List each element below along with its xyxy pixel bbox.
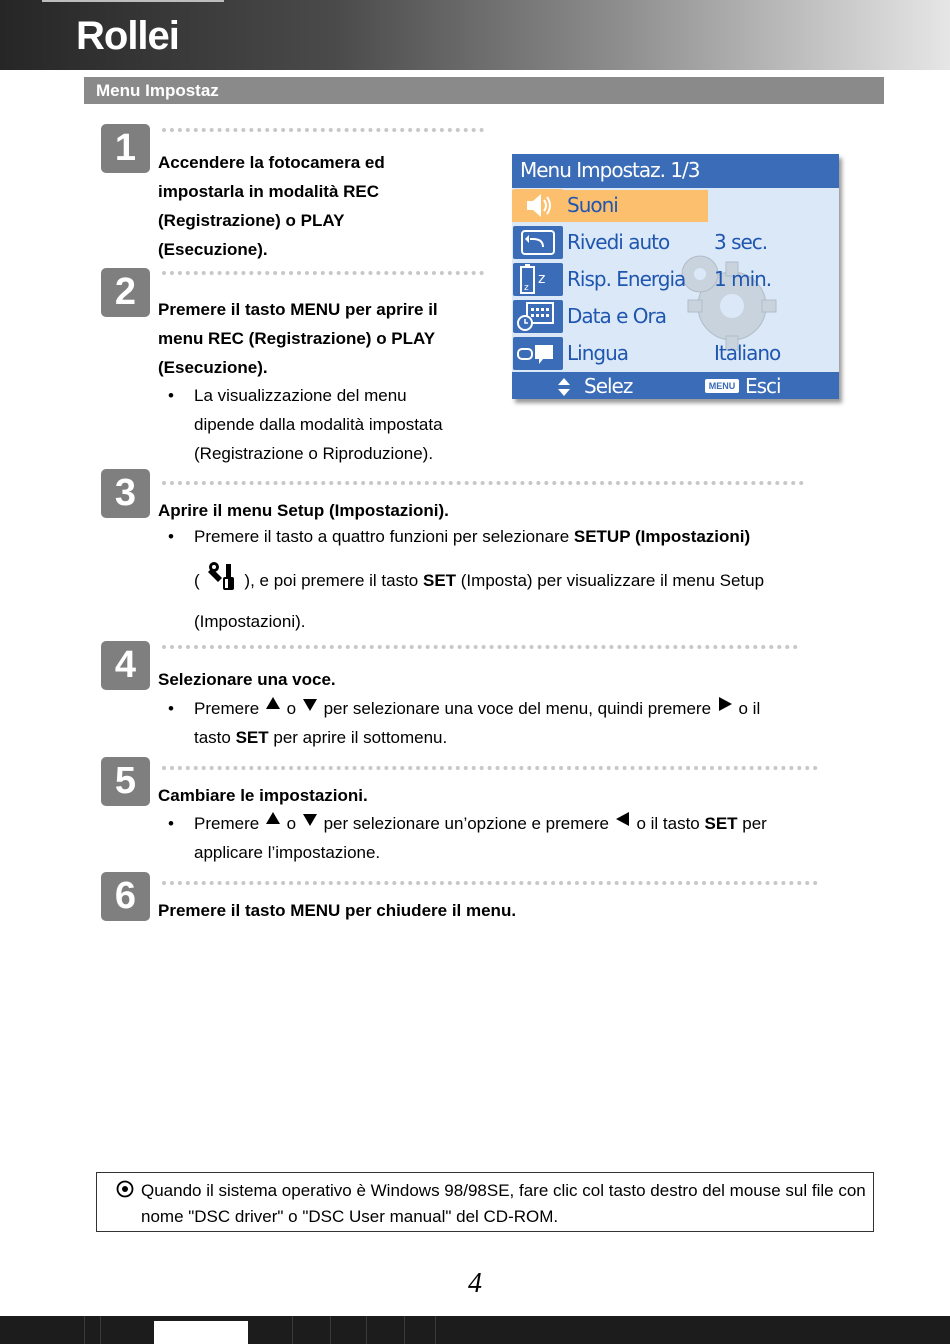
right-arrow-icon xyxy=(716,696,734,712)
footer-divider xyxy=(84,1316,85,1344)
battery-sleep-icon xyxy=(513,263,563,296)
dotted-separator xyxy=(162,481,804,485)
note-box xyxy=(96,1172,874,1232)
footer-white-block xyxy=(154,1321,248,1344)
step-4-bullet-line-2: tasto SET per aprire il sottomenu. xyxy=(194,728,448,747)
footer-divider xyxy=(330,1316,331,1344)
dotted-separator xyxy=(162,271,484,275)
down-arrow-icon xyxy=(301,696,319,712)
bullet-icon: • xyxy=(168,386,174,405)
up-down-arrows-icon xyxy=(557,378,571,396)
footer-select-label: Selez xyxy=(584,374,633,398)
page-header xyxy=(0,0,950,70)
camera-menu-row-label: Data e Ora xyxy=(567,304,666,328)
footer-divider xyxy=(100,1316,101,1344)
camera-menu-list xyxy=(512,188,839,372)
camera-menu-row-label: Suoni xyxy=(567,193,618,217)
bullet-icon: • xyxy=(168,814,174,833)
svg-text:z: z xyxy=(524,283,529,293)
camera-menu-row[interactable] xyxy=(512,188,839,224)
camera-menu-screen xyxy=(512,154,839,399)
note-text: Quando il sistema operativo è Windows 98/98SE, fare clic col tasto destro del mouse sul file con nome "DSC driver" o "DSC User manual" del CD-ROM. xyxy=(141,1181,866,1226)
camera-menu-footer xyxy=(512,374,839,399)
dotted-separator xyxy=(162,766,818,770)
dotted-separator xyxy=(162,128,484,132)
speaker-icon xyxy=(513,189,563,222)
dotted-separator xyxy=(162,881,818,885)
camera-menu-row-label: Rivedi auto xyxy=(567,230,670,254)
down-arrow-icon xyxy=(301,811,319,827)
menu-button-badge: MENU xyxy=(705,379,739,393)
page-number: 4 xyxy=(468,1268,482,1299)
step-number-1: 1 xyxy=(101,124,150,173)
step-number-3: 3 xyxy=(101,469,150,518)
footer-divider xyxy=(366,1316,367,1344)
camera-menu-title: Menu Impostaz. 1/3 xyxy=(520,158,700,182)
camera-menu-row[interactable] xyxy=(512,299,839,335)
speech-bubble-icon xyxy=(513,337,563,370)
up-arrow-icon xyxy=(264,696,282,712)
left-arrow-icon xyxy=(614,811,632,827)
bullet-icon: • xyxy=(168,527,174,546)
section-title-bar xyxy=(84,77,884,104)
wrench-screwdriver-icon xyxy=(208,562,242,592)
step-2-text: Premere il tasto MENU per aprire il menu REC (Registrazione) o PLAY (Esecuzione). xyxy=(158,300,438,377)
footer-exit-label: Esci xyxy=(745,374,781,398)
return-icon xyxy=(513,226,563,259)
brand-logo: Rollei xyxy=(76,14,179,58)
step-3-bullet-line-2: ( ), e poi premere il tasto SET (Imposta) per visualizzare il menu Setup xyxy=(194,566,764,595)
footer-divider xyxy=(435,1316,436,1344)
svg-text:z: z xyxy=(538,271,546,287)
header-accent-line xyxy=(42,0,224,2)
camera-menu-row-value: 1 min. xyxy=(714,267,772,291)
step-number-4: 4 xyxy=(101,641,150,690)
step-5-bullet-line-1: Premere o per selezionare un’opzione e premere o il tasto SET per xyxy=(194,809,767,838)
camera-menu-row-label: Risp. Energia xyxy=(567,267,686,291)
camera-menu-row[interactable] xyxy=(512,262,839,298)
step-5-bullet-line-2: applicare l’impostazione. xyxy=(194,843,381,862)
page-footer-bar xyxy=(0,1316,950,1344)
up-arrow-icon xyxy=(264,811,282,827)
step-5-title: Cambiare le impostazioni. xyxy=(158,786,368,805)
camera-menu-row-value: 3 sec. xyxy=(714,230,768,254)
calendar-clock-icon xyxy=(513,300,563,333)
note-icon xyxy=(116,1180,134,1198)
step-6-title: Premere il tasto MENU per chiudere il menu. xyxy=(158,901,517,920)
bullet-icon: • xyxy=(168,699,174,718)
section-title: Menu Impostaz xyxy=(96,81,219,100)
step-number-5: 5 xyxy=(101,757,150,806)
camera-menu-row-value: Italiano xyxy=(714,341,781,365)
step-4-title: Selezionare una voce. xyxy=(158,670,336,689)
step-3-bullet-line-1: Premere il tasto a quattro funzioni per selezionare SETUP (Impostazioni) xyxy=(194,527,751,546)
step-3-bullet-line-3: (Impostazioni). xyxy=(194,612,306,631)
step-number-6: 6 xyxy=(101,872,150,921)
camera-menu-row[interactable] xyxy=(512,225,839,261)
step-1-text: Accendere la fotocamera ed impostarla in modalità REC (Registrazione) o PLAY (Esecuzione). xyxy=(158,153,385,259)
camera-menu-row[interactable] xyxy=(512,336,839,372)
footer-divider xyxy=(404,1316,405,1344)
footer-divider xyxy=(292,1316,293,1344)
camera-menu-row-label: Lingua xyxy=(567,341,629,365)
step-2-bullet-text: La visualizzazione del menu dipende dalla modalità impostata (Registrazione o Riproduzione). xyxy=(194,386,443,463)
dotted-separator xyxy=(162,645,798,649)
step-number-2: 2 xyxy=(101,268,150,317)
step-3-title: Aprire il menu Setup (Impostazioni). xyxy=(158,501,449,520)
step-4-bullet-line-1: Premere o per selezionare una voce del menu, quindi premere o il xyxy=(194,694,760,723)
